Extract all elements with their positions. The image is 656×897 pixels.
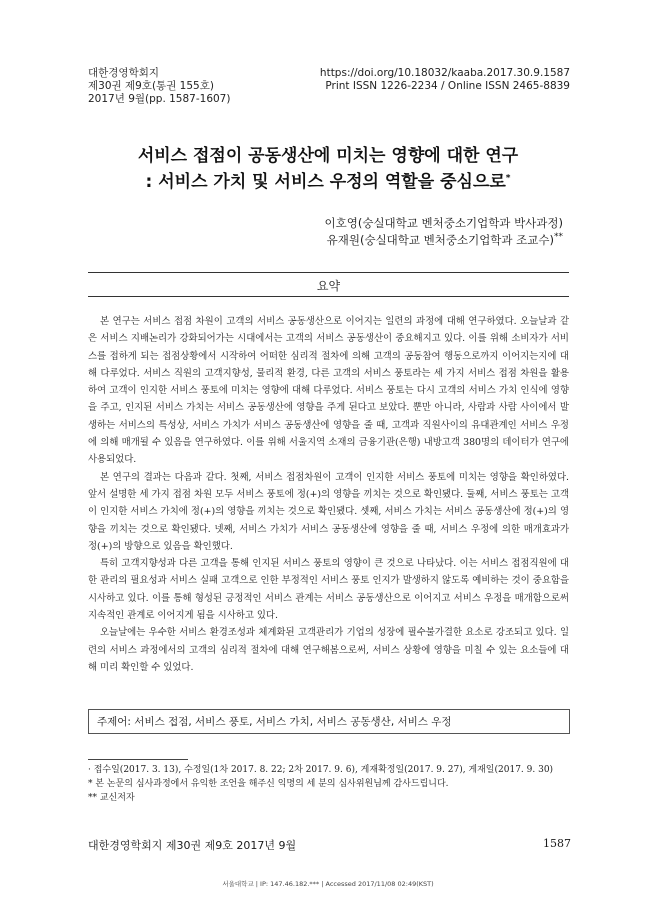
author-2: 유재원(숭실대학교 벤처중소기업학과 조교수)** (326, 232, 563, 247)
title-subtitle: : 서비스 가치 및 서비스 우정의 역할을 중심으로 (145, 172, 506, 192)
abstract-heading-rule (88, 296, 569, 297)
title-footnote-mark: * (505, 173, 511, 184)
keywords: 주제어: 서비스 접점, 서비스 풍토, 서비스 가치, 서비스 공동생산, 서비스 우정 (97, 716, 452, 728)
abstract-paragraph: 본 연구는 서비스 접점 차원이 고객의 서비스 공동생산으로 이어지는 일련의 과정에 대해 연구하였다. 오늘날과 같은 서비스 지배논리가 강화되어가는 시대에서는 고객의 서비스 공동생산이 중요해지고 있다. 이를 위해 소비자가 서비스를 접하게 되는 접점상황에서 시작하여 어떠한 심리적 절차에 의해 고객의 공동참여 행동으로까지 이어지는지에 대해 다루었다. 서비스 직원의 고객지향성, 물리적 환경, 다른 고객의 서비스 풍토라는 세 가지 서비스 접점 차원을 활용하여 고객이 인지한 서비스 풍토에 미치는 영향에 대해 다루었다. 서비스 풍토는 다시 고객의 서비스 가치 인식에 영향을 주고, 인지된 서비스 가치는 서비스 공동생산에 영향을 주게 된다고 보았다. 뿐만 아니라, 사람과 사람 사이에서 발생하는 서비스의 특성상, 서비스 가치가 서비스 공동생산에 영향을 줄 때, 고객과 직원사이의 유대관계인 서비스 우정에 의해 매개될 수 있음을 연구하였다. 이를 위해 서울지역 소재의 금융기관(은행) 내방고객 380명의 데이터가 연구에 사용되었다. (88, 316, 569, 466)
corresponding-author-mark: ** (554, 232, 563, 243)
footnote-corresponding: ** 교신저자 (88, 793, 135, 803)
paper-title-line2 (0, 167, 656, 192)
footnote-acknowledgement: * 본 논문의 심사과정에서 유익한 조언을 해주신 익명의 세 분의 심사위원님께 감사드립니다. (88, 779, 449, 789)
access-watermark: 서울대학교 | IP: 147.46.182.*** | Accessed 2017/11/08 02:49(KST) (222, 880, 434, 888)
abstract-body (88, 313, 569, 676)
paper-title-line1: 서비스 접점이 공동생산에 미치는 영향에 대한 연구 (137, 146, 519, 166)
journal-header-left (88, 67, 230, 106)
footer-journal: 대한경영학회지 제30권 제9호 2017년 9월 (88, 839, 297, 852)
author-list (325, 215, 563, 249)
abstract-paragraph: 오늘날에는 우수한 서비스 환경조성과 체계화된 고객관리가 기업의 성장에 필수불가결한 요소로 강조되고 있다. 일련의 서비스 과정에서의 고객의 심리적 절차에 대해 연구해봄으로써, 서비스 상황에 영향을 미칠 수 있는 요소들에 대해 미리 확인할 수 있었다. (88, 627, 569, 673)
abstract-paragraph: 특히 고객지향성과 다른 고객을 통해 인지된 서비스 풍토의 영향이 큰 것으로 나타났다. 이는 서비스 접점직원에 대한 관리의 필요성과 서비스 실패 고객으로 인한 부정적인 서비스 풍토 인지가 발생하지 않도록 예비하는 것이 중요함을 시사하고 있다. 이를 통해 형성된 긍정적인 서비스 관계는 서비스 공동생산으로 이어지고 서비스 우정을 매개함으로써 지속적인 관계로 이어지게 됨을 시사하고 있다. (88, 558, 569, 622)
page-number: 1587 (543, 837, 571, 850)
footnote-dates: · 접수일(2017. 3. 13), 수정일(1차 2017. 8. 22; 2차 2017. 9. 6), 게재확정일(2017. 9. 27), 게재일(2017. 9. 30) (88, 765, 554, 775)
abstract-heading: 요약 (316, 279, 341, 293)
doi-link[interactable]: https://doi.org/10.18032/kaaba.2017.30.9.1587 (319, 67, 570, 79)
journal-date-pages: 2017년 9월(pp. 1587-1607) (88, 93, 231, 105)
footnotes (88, 763, 569, 805)
author-1: 이호영(숭실대학교 벤처중소기업학과 박사과정) (324, 216, 563, 230)
abstract-top-rule (88, 272, 569, 273)
issn: Print ISSN 1226-2234 / Online ISSN 2465-8839 (325, 80, 570, 92)
journal-header-right (320, 67, 570, 93)
abstract-paragraph: 본 연구의 결과는 다음과 같다. 첫째, 서비스 접점차원이 고객이 인지한 서비스 풍토에 미치는 영향을 확인하였다. 앞서 설명한 세 가지 접점 차원 모두 서비스 풍토에 정(+)의 영향을 끼치는 것으로 확인됐다. 둘째, 서비스 풍토는 고객이 인지한 서비스 가치에 정(+)의 영향을 끼치는 것으로 확인됐다. 셋째, 서비스 가치는 서비스 공동생산에 정(+)의 영향을 끼치는 것으로 확인됐다. 넷째, 서비스 가치가 서비스 공동생산에 영향을 줄 때, 서비스 우정에 의한 매개효과가 정(+)의 방향으로 있음을 확인했다. (88, 471, 569, 552)
footnote-rule (88, 759, 188, 760)
journal-volume: 제30권 제9호(통권 155호) (88, 80, 214, 92)
journal-name: 대한경영학회지 (88, 67, 160, 79)
